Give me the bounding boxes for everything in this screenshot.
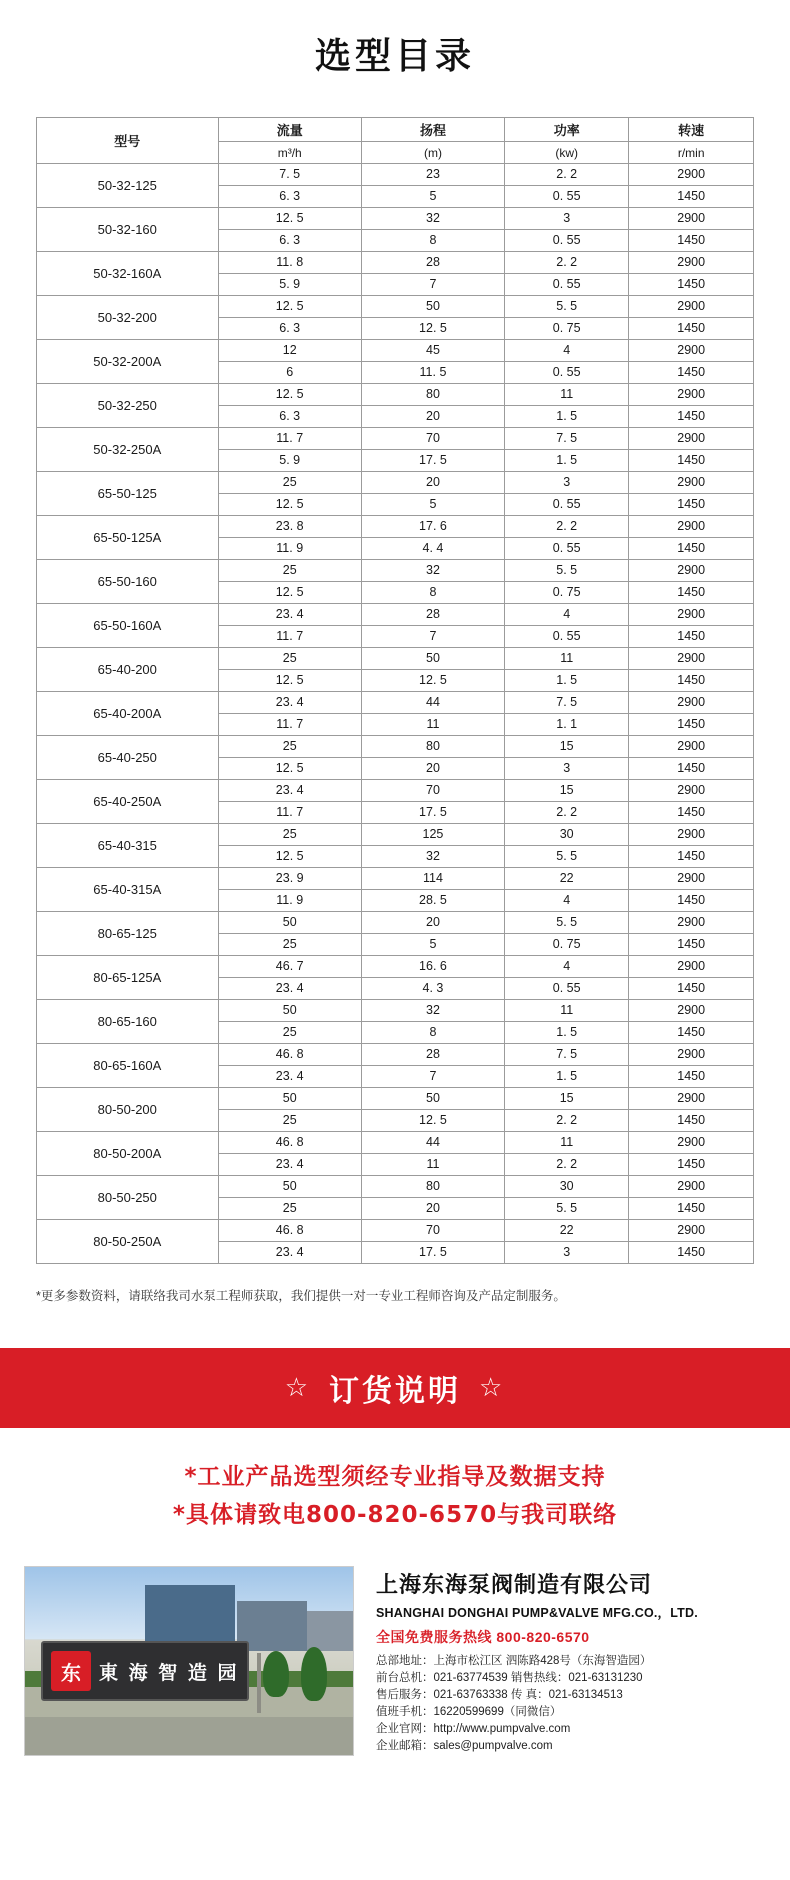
cell-value: 11 [505, 1000, 629, 1022]
company-logo-icon: 东 [51, 1651, 91, 1691]
cell-model: 80-65-125A [37, 956, 219, 1000]
cell-model: 80-65-125 [37, 912, 219, 956]
cell-value: 2900 [629, 1176, 754, 1198]
cell-value: 1. 1 [505, 714, 629, 736]
cell-value: 23. 9 [218, 868, 361, 890]
cell-value: 15 [505, 780, 629, 802]
cell-value: 8 [361, 1022, 504, 1044]
cell-value: 23. 4 [218, 692, 361, 714]
th-flow: 流量 [218, 118, 361, 142]
cell-value: 5. 5 [505, 846, 629, 868]
cell-value: 46. 7 [218, 956, 361, 978]
th-speed-unit: r/min [629, 142, 754, 164]
cell-value: 23. 4 [218, 1066, 361, 1088]
cell-value: 12. 5 [218, 758, 361, 780]
cell-value: 12. 5 [361, 1110, 504, 1132]
table-row [37, 956, 754, 978]
cell-value: 12. 5 [218, 494, 361, 516]
cell-value: 2900 [629, 1044, 754, 1066]
company-hotline: 全国免费服务热线 800-820-6570 [376, 1629, 590, 1645]
cell-value: 3 [505, 758, 629, 780]
cell-value: 11. 7 [218, 626, 361, 648]
table-row [37, 1220, 754, 1242]
company-contact-lines [376, 1653, 766, 1755]
cell-value: 22 [505, 868, 629, 890]
cell-value: 23. 4 [218, 1154, 361, 1176]
cell-value: 1450 [629, 626, 754, 648]
cell-value: 1450 [629, 934, 754, 956]
th-head-unit: (m) [361, 142, 504, 164]
cell-value: 2. 2 [505, 252, 629, 274]
highlight-line-1: *工业产品选型须经专业指导及数据支持 [184, 1464, 606, 1490]
cell-value: 28 [361, 1044, 504, 1066]
cell-value: 11. 5 [361, 362, 504, 384]
cell-value: 2900 [629, 736, 754, 758]
cell-model: 50-32-160A [37, 252, 219, 296]
cell-value: 0. 55 [505, 274, 629, 296]
table-row [37, 604, 754, 626]
cell-value: 12. 5 [218, 846, 361, 868]
cell-value: 2900 [629, 912, 754, 934]
cell-value: 25 [218, 1198, 361, 1220]
cell-value: 2900 [629, 604, 754, 626]
cell-value: 2900 [629, 560, 754, 582]
table-header-row [37, 118, 754, 142]
cell-value: 0. 75 [505, 318, 629, 340]
cell-model: 50-32-200 [37, 296, 219, 340]
cell-value: 1450 [629, 802, 754, 824]
cell-value: 2900 [629, 1088, 754, 1110]
cell-value: 7 [361, 274, 504, 296]
cell-value: 2. 2 [505, 1154, 629, 1176]
cell-value: 2900 [629, 956, 754, 978]
cell-value: 6. 3 [218, 186, 361, 208]
cell-value: 2900 [629, 692, 754, 714]
cell-value: 7. 5 [505, 428, 629, 450]
cell-value: 7. 5 [505, 1044, 629, 1066]
cell-value: 25 [218, 736, 361, 758]
cell-value: 20 [361, 1198, 504, 1220]
cell-value: 2900 [629, 780, 754, 802]
cell-value: 11. 9 [218, 538, 361, 560]
cell-model: 65-50-125A [37, 516, 219, 560]
cell-value: 0. 55 [505, 186, 629, 208]
highlight-line-2: *具体请致电800-820-6570与我司联络 [172, 1502, 618, 1528]
cell-value: 1450 [629, 274, 754, 296]
cell-model: 50-32-160 [37, 208, 219, 252]
cell-model: 50-32-200A [37, 340, 219, 384]
cell-value: 2900 [629, 1132, 754, 1154]
cell-value: 0. 75 [505, 582, 629, 604]
cell-value: 20 [361, 406, 504, 428]
cell-value: 0. 55 [505, 494, 629, 516]
company-name-en: SHANGHAI DONGHAI PUMP&VALVE MFG.CO.，LTD. [376, 1606, 698, 1620]
cell-value: 1450 [629, 758, 754, 780]
cell-value: 0. 55 [505, 230, 629, 252]
cell-value: 5. 9 [218, 274, 361, 296]
cell-value: 2900 [629, 164, 754, 186]
cell-value: 17. 5 [361, 450, 504, 472]
cell-value: 25 [218, 1110, 361, 1132]
photo-pole [257, 1653, 261, 1713]
cell-value: 45 [361, 340, 504, 362]
cell-value: 17. 5 [361, 1242, 504, 1264]
factory-photo [24, 1566, 354, 1756]
gate-sign-text: 東 海 智 造 园 [99, 1661, 239, 1684]
cell-value: 4. 4 [361, 538, 504, 560]
cell-value: 0. 75 [505, 934, 629, 956]
cell-value: 1450 [629, 1066, 754, 1088]
cell-value: 0. 55 [505, 978, 629, 1000]
cell-value: 17. 5 [361, 802, 504, 824]
cell-value: 0. 55 [505, 362, 629, 384]
table-row [37, 384, 754, 406]
cell-value: 12. 5 [361, 318, 504, 340]
cell-value: 12. 5 [218, 208, 361, 230]
cell-value: 32 [361, 1000, 504, 1022]
cell-value: 3 [505, 208, 629, 230]
cell-value: 28. 5 [361, 890, 504, 912]
cell-value: 1450 [629, 1154, 754, 1176]
cell-value: 80 [361, 736, 504, 758]
cell-value: 7. 5 [505, 692, 629, 714]
table-row [37, 164, 754, 186]
cell-model: 65-40-250A [37, 780, 219, 824]
cell-value: 28 [361, 604, 504, 626]
cell-value: 25 [218, 824, 361, 846]
cell-model: 65-40-315A [37, 868, 219, 912]
cell-value: 1450 [629, 450, 754, 472]
cell-value: 70 [361, 1220, 504, 1242]
cell-value: 12. 5 [218, 384, 361, 406]
cell-value: 32 [361, 560, 504, 582]
th-speed: 转速 [629, 118, 754, 142]
cell-value: 12. 5 [218, 296, 361, 318]
cell-value: 80 [361, 1176, 504, 1198]
cell-value: 2900 [629, 428, 754, 450]
photo-tree-icon [263, 1651, 289, 1697]
cell-value: 5. 9 [218, 450, 361, 472]
cell-value: 6 [218, 362, 361, 384]
table-row [37, 472, 754, 494]
table-row [37, 868, 754, 890]
cell-value: 2. 2 [505, 1110, 629, 1132]
cell-model: 80-50-200A [37, 1132, 219, 1176]
cell-value: 15 [505, 736, 629, 758]
cell-model: 80-50-250A [37, 1220, 219, 1264]
cell-value: 50 [361, 1088, 504, 1110]
table-row [37, 560, 754, 582]
cell-value: 11. 9 [218, 890, 361, 912]
cell-value: 4. 3 [361, 978, 504, 1000]
cell-value: 12. 5 [218, 670, 361, 692]
table-row [37, 780, 754, 802]
photo-building-3 [307, 1611, 354, 1651]
cell-model: 65-50-160 [37, 560, 219, 604]
cell-value: 1450 [629, 714, 754, 736]
table-row [37, 516, 754, 538]
cell-value: 16. 6 [361, 956, 504, 978]
cell-value: 6. 3 [218, 230, 361, 252]
cell-value: 2. 2 [505, 516, 629, 538]
table-note: *更多参数资料，请联络我司水泵工程师获取，我们提供一对一专业工程师咨询及产品定制服务。 [36, 1289, 566, 1303]
table-row [37, 824, 754, 846]
cell-value: 1450 [629, 406, 754, 428]
cell-value: 70 [361, 780, 504, 802]
cell-model: 65-50-160A [37, 604, 219, 648]
order-instructions-banner [0, 1348, 790, 1428]
cell-value: 2900 [629, 296, 754, 318]
cell-value: 44 [361, 1132, 504, 1154]
cell-value: 46. 8 [218, 1044, 361, 1066]
highlight-block [0, 1428, 790, 1560]
cell-value: 8 [361, 230, 504, 252]
cell-value: 11. 7 [218, 714, 361, 736]
cell-model: 50-32-250 [37, 384, 219, 428]
cell-value: 11. 7 [218, 802, 361, 824]
cell-value: 12 [218, 340, 361, 362]
table-row [37, 428, 754, 450]
cell-value: 1450 [629, 582, 754, 604]
cell-value: 1450 [629, 186, 754, 208]
cell-value: 1450 [629, 1198, 754, 1220]
cell-value: 4 [505, 890, 629, 912]
cell-value: 1450 [629, 1242, 754, 1264]
cell-value: 1450 [629, 978, 754, 1000]
specification-table [36, 117, 754, 1264]
cell-value: 6. 3 [218, 406, 361, 428]
cell-value: 1450 [629, 890, 754, 912]
cell-value: 25 [218, 560, 361, 582]
cell-value: 1. 5 [505, 670, 629, 692]
cell-value: 50 [218, 1088, 361, 1110]
cell-value: 3 [505, 1242, 629, 1264]
cell-model: 50-32-125 [37, 164, 219, 208]
contact-line: 售后服务：021-63763338 传 真：021-63134513 [376, 1689, 623, 1701]
cell-value: 2900 [629, 340, 754, 362]
cell-value: 1. 5 [505, 1066, 629, 1088]
cell-value: 50 [218, 1000, 361, 1022]
th-head: 扬程 [361, 118, 504, 142]
cell-value: 46. 8 [218, 1132, 361, 1154]
banner-title: 订货说明 [329, 1374, 461, 1409]
cell-value: 11 [505, 648, 629, 670]
cell-value: 5 [361, 934, 504, 956]
contact-line: 企业官网：http://www.pumpvalve.com [376, 1723, 571, 1735]
spec-table-wrapper [0, 89, 790, 1264]
company-info [376, 1566, 766, 1755]
cell-value: 114 [361, 868, 504, 890]
table-row [37, 296, 754, 318]
cell-value: 1. 5 [505, 406, 629, 428]
cell-value: 50 [218, 912, 361, 934]
table-row [37, 1132, 754, 1154]
th-power-unit: (kw) [505, 142, 629, 164]
th-power: 功率 [505, 118, 629, 142]
table-row [37, 1176, 754, 1198]
cell-value: 23. 4 [218, 1242, 361, 1264]
cell-value: 2900 [629, 824, 754, 846]
cell-value: 1450 [629, 1110, 754, 1132]
cell-value: 30 [505, 824, 629, 846]
contact-line: 总部地址：上海市松江区 泗陈路428号（东海智造园） [376, 1655, 652, 1667]
photo-tree-icon [301, 1647, 327, 1701]
cell-value: 5 [361, 186, 504, 208]
company-name-cn: 上海东海泵阀制造有限公司 [376, 1573, 653, 1598]
cell-value: 2900 [629, 1220, 754, 1242]
gate-sign [41, 1641, 249, 1701]
cell-model: 80-50-250 [37, 1176, 219, 1220]
page-title: 选型目录 [314, 36, 475, 77]
cell-value: 30 [505, 1176, 629, 1198]
cell-value: 6. 3 [218, 318, 361, 340]
cell-value: 17. 6 [361, 516, 504, 538]
cell-value: 25 [218, 934, 361, 956]
cell-value: 8 [361, 582, 504, 604]
cell-value: 1450 [629, 230, 754, 252]
cell-value: 5 [361, 494, 504, 516]
cell-value: 4 [505, 340, 629, 362]
cell-value: 5. 5 [505, 560, 629, 582]
cell-value: 80 [361, 384, 504, 406]
cell-model: 80-50-200 [37, 1088, 219, 1132]
cell-value: 44 [361, 692, 504, 714]
cell-value: 2900 [629, 252, 754, 274]
cell-value: 1. 5 [505, 1022, 629, 1044]
cell-value: 7 [361, 626, 504, 648]
cell-value: 2900 [629, 868, 754, 890]
cell-value: 23. 8 [218, 516, 361, 538]
table-row [37, 912, 754, 934]
cell-value: 2900 [629, 1000, 754, 1022]
cell-value: 4 [505, 604, 629, 626]
table-row [37, 252, 754, 274]
cell-value: 3 [505, 472, 629, 494]
cell-value: 0. 55 [505, 538, 629, 560]
footer [0, 1560, 790, 1790]
cell-model: 65-40-315 [37, 824, 219, 868]
cell-value: 25 [218, 648, 361, 670]
cell-value: 1450 [629, 318, 754, 340]
cell-value: 12. 5 [361, 670, 504, 692]
cell-value: 1450 [629, 846, 754, 868]
cell-model: 80-65-160 [37, 1000, 219, 1044]
table-row [37, 736, 754, 758]
cell-value: 50 [218, 1176, 361, 1198]
cell-value: 1450 [629, 1022, 754, 1044]
cell-value: 7. 5 [218, 164, 361, 186]
cell-value: 2900 [629, 384, 754, 406]
cell-value: 15 [505, 1088, 629, 1110]
cell-model: 65-50-125 [37, 472, 219, 516]
table-row [37, 340, 754, 362]
cell-value: 12. 5 [218, 582, 361, 604]
star-right-icon: ☆ [479, 1373, 506, 1403]
cell-value: 1450 [629, 362, 754, 384]
cell-value: 11. 7 [218, 428, 361, 450]
cell-value: 25 [218, 1022, 361, 1044]
cell-value: 20 [361, 912, 504, 934]
cell-value: 11 [361, 714, 504, 736]
th-model: 型号 [37, 118, 219, 164]
cell-value: 1450 [629, 538, 754, 560]
cell-model: 50-32-250A [37, 428, 219, 472]
cell-value: 50 [361, 296, 504, 318]
table-row [37, 1088, 754, 1110]
table-row [37, 1000, 754, 1022]
cell-value: 23. 4 [218, 604, 361, 626]
cell-value: 0. 55 [505, 626, 629, 648]
cell-value: 1. 5 [505, 450, 629, 472]
cell-value: 125 [361, 824, 504, 846]
contact-line: 前台总机：021-63774539 销售热线：021-63131230 [376, 1672, 643, 1684]
cell-value: 28 [361, 252, 504, 274]
table-row [37, 692, 754, 714]
cell-value: 2900 [629, 472, 754, 494]
table-row [37, 1044, 754, 1066]
table-row [37, 648, 754, 670]
cell-value: 5. 5 [505, 912, 629, 934]
cell-value: 11. 8 [218, 252, 361, 274]
cell-value: 11 [505, 384, 629, 406]
cell-model: 65-40-250 [37, 736, 219, 780]
cell-value: 20 [361, 758, 504, 780]
cell-value: 4 [505, 956, 629, 978]
cell-value: 5. 5 [505, 1198, 629, 1220]
cell-value: 23 [361, 164, 504, 186]
contact-line: 值班手机：16220599699（同微信） [376, 1706, 562, 1718]
cell-value: 32 [361, 846, 504, 868]
cell-value: 11 [361, 1154, 504, 1176]
cell-value: 2900 [629, 648, 754, 670]
cell-value: 70 [361, 428, 504, 450]
cell-model: 65-40-200A [37, 692, 219, 736]
cell-value: 23. 4 [218, 978, 361, 1000]
th-flow-unit: m³/h [218, 142, 361, 164]
cell-value: 5. 5 [505, 296, 629, 318]
cell-value: 2. 2 [505, 802, 629, 824]
cell-value: 1450 [629, 494, 754, 516]
cell-value: 11 [505, 1132, 629, 1154]
cell-value: 32 [361, 208, 504, 230]
cell-value: 2900 [629, 516, 754, 538]
cell-value: 25 [218, 472, 361, 494]
cell-value: 2. 2 [505, 164, 629, 186]
cell-value: 7 [361, 1066, 504, 1088]
cell-value: 46. 8 [218, 1220, 361, 1242]
cell-value: 23. 4 [218, 780, 361, 802]
cell-value: 20 [361, 472, 504, 494]
contact-line: 企业邮箱：sales@pumpvalve.com [376, 1740, 553, 1752]
cell-model: 80-65-160A [37, 1044, 219, 1088]
star-left-icon: ☆ [284, 1373, 311, 1403]
cell-value: 1450 [629, 670, 754, 692]
cell-value: 22 [505, 1220, 629, 1242]
cell-value: 2900 [629, 208, 754, 230]
cell-value: 50 [361, 648, 504, 670]
photo-road [25, 1717, 353, 1756]
table-row [37, 208, 754, 230]
cell-model: 65-40-200 [37, 648, 219, 692]
